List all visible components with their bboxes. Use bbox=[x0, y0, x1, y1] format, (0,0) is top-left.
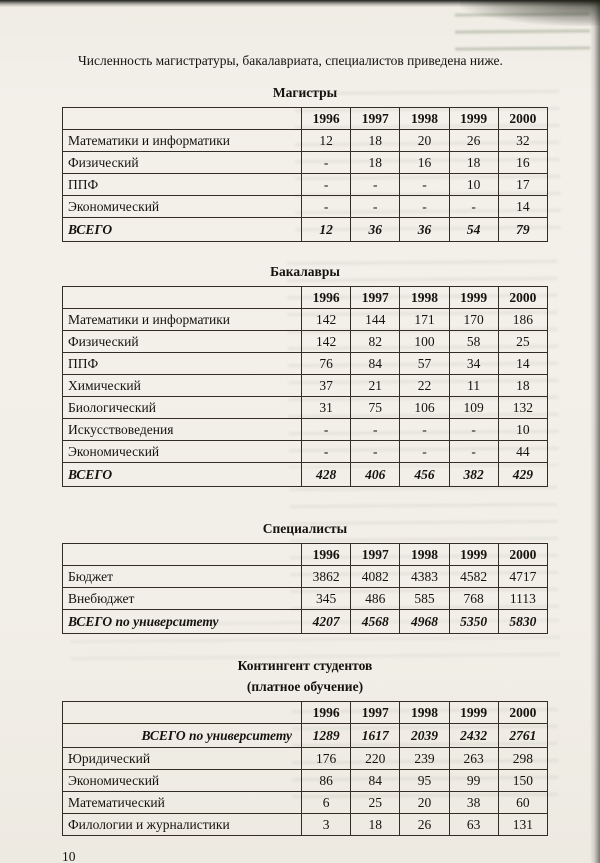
cell-value: 4082 bbox=[351, 566, 400, 588]
page-number: 10 bbox=[62, 849, 76, 863]
row-label: Бюджет bbox=[63, 566, 302, 588]
table-row bbox=[63, 566, 548, 588]
table-row bbox=[63, 441, 548, 463]
cell-value: 16 bbox=[400, 152, 449, 174]
year-header: 1999 bbox=[449, 544, 498, 566]
cell-value: 37 bbox=[302, 375, 351, 397]
year-header: 1998 bbox=[400, 108, 449, 130]
row-label: Физический bbox=[63, 331, 302, 353]
cell-value: 99 bbox=[449, 770, 498, 792]
cell-value: 100 bbox=[400, 331, 449, 353]
table-row bbox=[63, 353, 548, 375]
cell-value: - bbox=[351, 419, 400, 441]
data-table bbox=[62, 701, 548, 836]
table-bachelors bbox=[62, 286, 548, 487]
cell-value: 4383 bbox=[400, 566, 449, 588]
table-subtitle-contingent: (платное обучение) bbox=[246, 679, 364, 694]
row-label: ВСЕГО по университету bbox=[63, 610, 302, 634]
table-title-bachelors: Бакалавры bbox=[270, 264, 340, 279]
row-label: Математический bbox=[63, 792, 302, 814]
table-row bbox=[63, 814, 548, 836]
year-header: 1996 bbox=[302, 702, 351, 724]
cell-value: 263 bbox=[449, 748, 498, 770]
cell-value: 2761 bbox=[498, 724, 547, 748]
row-label: Экономический bbox=[63, 196, 302, 218]
section-contingent bbox=[62, 657, 548, 836]
year-header: 1999 bbox=[449, 702, 498, 724]
year-header: 2000 bbox=[498, 544, 547, 566]
cell-value: - bbox=[302, 174, 351, 196]
cell-value: 63 bbox=[449, 814, 498, 836]
cell-value: 84 bbox=[351, 770, 400, 792]
cell-value: 36 bbox=[351, 218, 400, 242]
cell-value: - bbox=[449, 441, 498, 463]
cell-value: 4717 bbox=[498, 566, 547, 588]
table-specialists bbox=[62, 543, 548, 634]
cell-value: 12 bbox=[302, 130, 351, 152]
cell-value: - bbox=[302, 152, 351, 174]
year-header: 1996 bbox=[302, 287, 351, 309]
year-header: 1997 bbox=[351, 108, 400, 130]
cell-value: 21 bbox=[351, 375, 400, 397]
table-row bbox=[63, 174, 548, 196]
cell-value: 345 bbox=[302, 588, 351, 610]
table-row bbox=[63, 588, 548, 610]
cell-value: 36 bbox=[400, 218, 449, 242]
row-label: Химический bbox=[63, 375, 302, 397]
cell-value: 84 bbox=[351, 353, 400, 375]
year-header: 1998 bbox=[400, 544, 449, 566]
cell-value: 54 bbox=[449, 218, 498, 242]
cell-value: - bbox=[400, 174, 449, 196]
cell-value: - bbox=[351, 441, 400, 463]
cell-value: 1617 bbox=[351, 724, 400, 748]
row-label: Биологический bbox=[63, 397, 302, 419]
cell-value: 298 bbox=[498, 748, 547, 770]
empty-header-cell bbox=[63, 702, 302, 724]
row-label: ППФ bbox=[63, 353, 302, 375]
cell-value: 25 bbox=[351, 792, 400, 814]
table-row bbox=[63, 724, 548, 748]
cell-value: 95 bbox=[400, 770, 449, 792]
cell-value: 76 bbox=[302, 353, 351, 375]
cell-value: 2432 bbox=[449, 724, 498, 748]
cell-value: 4968 bbox=[400, 610, 449, 634]
row-label: ППФ bbox=[63, 174, 302, 196]
cell-value: 144 bbox=[351, 309, 400, 331]
table-row bbox=[63, 770, 548, 792]
table-row bbox=[63, 375, 548, 397]
cell-value: - bbox=[351, 196, 400, 218]
cell-value: 150 bbox=[498, 770, 547, 792]
data-table bbox=[62, 107, 548, 242]
data-table bbox=[62, 286, 548, 487]
cell-value: 18 bbox=[351, 152, 400, 174]
cell-value: 176 bbox=[302, 748, 351, 770]
row-label: ВСЕГО по университету bbox=[63, 724, 302, 748]
cell-value: 5830 bbox=[498, 610, 547, 634]
table-row bbox=[63, 463, 548, 487]
year-header: 1997 bbox=[351, 287, 400, 309]
table-title-masters: Магистры bbox=[272, 85, 338, 100]
empty-header-cell bbox=[63, 108, 302, 130]
year-header: 1999 bbox=[449, 108, 498, 130]
cell-value: 428 bbox=[302, 463, 351, 487]
cell-value: 382 bbox=[449, 463, 498, 487]
table-row bbox=[63, 130, 548, 152]
cell-value: 38 bbox=[449, 792, 498, 814]
cell-value: 186 bbox=[498, 309, 547, 331]
cell-value: 34 bbox=[449, 353, 498, 375]
year-header: 2000 bbox=[498, 702, 547, 724]
cell-value: 12 bbox=[302, 218, 351, 242]
cell-value: 239 bbox=[400, 748, 449, 770]
table-row bbox=[63, 218, 548, 242]
page-content bbox=[62, 52, 548, 863]
cell-value: 4207 bbox=[302, 610, 351, 634]
year-header: 2000 bbox=[498, 108, 547, 130]
cell-value: - bbox=[351, 174, 400, 196]
cell-value: 10 bbox=[449, 174, 498, 196]
cell-value: 86 bbox=[302, 770, 351, 792]
cell-value: - bbox=[400, 196, 449, 218]
cell-value: 170 bbox=[449, 309, 498, 331]
cell-value: 14 bbox=[498, 353, 547, 375]
cell-value: - bbox=[449, 419, 498, 441]
table-row bbox=[63, 196, 548, 218]
section-specialists bbox=[62, 520, 548, 634]
cell-value: 20 bbox=[400, 130, 449, 152]
section-bachelors bbox=[62, 263, 548, 487]
cell-value: 4568 bbox=[351, 610, 400, 634]
year-header: 1996 bbox=[302, 108, 351, 130]
cell-value: 11 bbox=[449, 375, 498, 397]
cell-value: 109 bbox=[449, 397, 498, 419]
table-row bbox=[63, 419, 548, 441]
cell-value: 142 bbox=[302, 309, 351, 331]
row-label: Юридический bbox=[63, 748, 302, 770]
scan-corner-smudge bbox=[460, 0, 600, 26]
cell-value: 142 bbox=[302, 331, 351, 353]
cell-value: 768 bbox=[449, 588, 498, 610]
cell-value: 20 bbox=[400, 792, 449, 814]
cell-value: 57 bbox=[400, 353, 449, 375]
scan-edge-right bbox=[590, 0, 600, 863]
cell-value: 25 bbox=[498, 331, 547, 353]
cell-value: 171 bbox=[400, 309, 449, 331]
cell-value: 17 bbox=[498, 174, 547, 196]
cell-value: - bbox=[302, 441, 351, 463]
cell-value: 5350 bbox=[449, 610, 498, 634]
cell-value: 60 bbox=[498, 792, 547, 814]
row-label: Внебюджет bbox=[63, 588, 302, 610]
row-label: Искусствоведения bbox=[63, 419, 302, 441]
year-header: 1998 bbox=[400, 287, 449, 309]
row-label: Филологии и журналистики bbox=[63, 814, 302, 836]
cell-value: 131 bbox=[498, 814, 547, 836]
table-row bbox=[63, 792, 548, 814]
empty-header-cell bbox=[63, 544, 302, 566]
cell-value: 18 bbox=[449, 152, 498, 174]
cell-value: 31 bbox=[302, 397, 351, 419]
cell-value: 429 bbox=[498, 463, 547, 487]
year-header: 1997 bbox=[351, 544, 400, 566]
row-label: Математики и информатики bbox=[63, 130, 302, 152]
cell-value: - bbox=[400, 441, 449, 463]
table-row bbox=[63, 309, 548, 331]
cell-value: 18 bbox=[498, 375, 547, 397]
row-label: Экономический bbox=[63, 441, 302, 463]
cell-value: 406 bbox=[351, 463, 400, 487]
cell-value: 16 bbox=[498, 152, 547, 174]
cell-value: 14 bbox=[498, 196, 547, 218]
cell-value: 22 bbox=[400, 375, 449, 397]
table-row bbox=[63, 397, 548, 419]
cell-value: - bbox=[302, 419, 351, 441]
data-table bbox=[62, 543, 548, 634]
cell-value: - bbox=[449, 196, 498, 218]
cell-value: 79 bbox=[498, 218, 547, 242]
cell-value: 1113 bbox=[498, 588, 547, 610]
cell-value: 26 bbox=[400, 814, 449, 836]
table-contingent bbox=[62, 701, 548, 836]
cell-value: - bbox=[400, 419, 449, 441]
cell-value: 6 bbox=[302, 792, 351, 814]
cell-value: 2039 bbox=[400, 724, 449, 748]
year-header: 1999 bbox=[449, 287, 498, 309]
cell-value: 75 bbox=[351, 397, 400, 419]
table-row bbox=[63, 152, 548, 174]
row-label: Математики и информатики bbox=[63, 309, 302, 331]
cell-value: 132 bbox=[498, 397, 547, 419]
row-label: ВСЕГО bbox=[63, 463, 302, 487]
cell-value: 58 bbox=[449, 331, 498, 353]
cell-value: 44 bbox=[498, 441, 547, 463]
cell-value: - bbox=[302, 196, 351, 218]
table-title-specialists: Специалисты bbox=[262, 521, 348, 536]
year-header: 2000 bbox=[498, 287, 547, 309]
cell-value: 585 bbox=[400, 588, 449, 610]
table-row bbox=[63, 610, 548, 634]
intro-paragraph: Численность магистратуры, бакалавриата, специалистов приведена ниже. bbox=[78, 53, 503, 68]
table-masters bbox=[62, 107, 548, 242]
year-header: 1998 bbox=[400, 702, 449, 724]
cell-value: 82 bbox=[351, 331, 400, 353]
cell-value: 18 bbox=[351, 130, 400, 152]
table-row bbox=[63, 331, 548, 353]
cell-value: 3862 bbox=[302, 566, 351, 588]
table-row bbox=[63, 748, 548, 770]
cell-value: 32 bbox=[498, 130, 547, 152]
cell-value: 18 bbox=[351, 814, 400, 836]
year-header: 1996 bbox=[302, 544, 351, 566]
cell-value: 456 bbox=[400, 463, 449, 487]
cell-value: 106 bbox=[400, 397, 449, 419]
cell-value: 1289 bbox=[302, 724, 351, 748]
cell-value: 4582 bbox=[449, 566, 498, 588]
row-label: Экономический bbox=[63, 770, 302, 792]
cell-value: 3 bbox=[302, 814, 351, 836]
cell-value: 220 bbox=[351, 748, 400, 770]
table-title-contingent: Контингент студентов bbox=[237, 658, 373, 673]
empty-header-cell bbox=[63, 287, 302, 309]
year-header: 1997 bbox=[351, 702, 400, 724]
cell-value: 10 bbox=[498, 419, 547, 441]
row-label: Физический bbox=[63, 152, 302, 174]
row-label: ВСЕГО bbox=[63, 218, 302, 242]
section-masters bbox=[62, 84, 548, 242]
cell-value: 486 bbox=[351, 588, 400, 610]
cell-value: 26 bbox=[449, 130, 498, 152]
